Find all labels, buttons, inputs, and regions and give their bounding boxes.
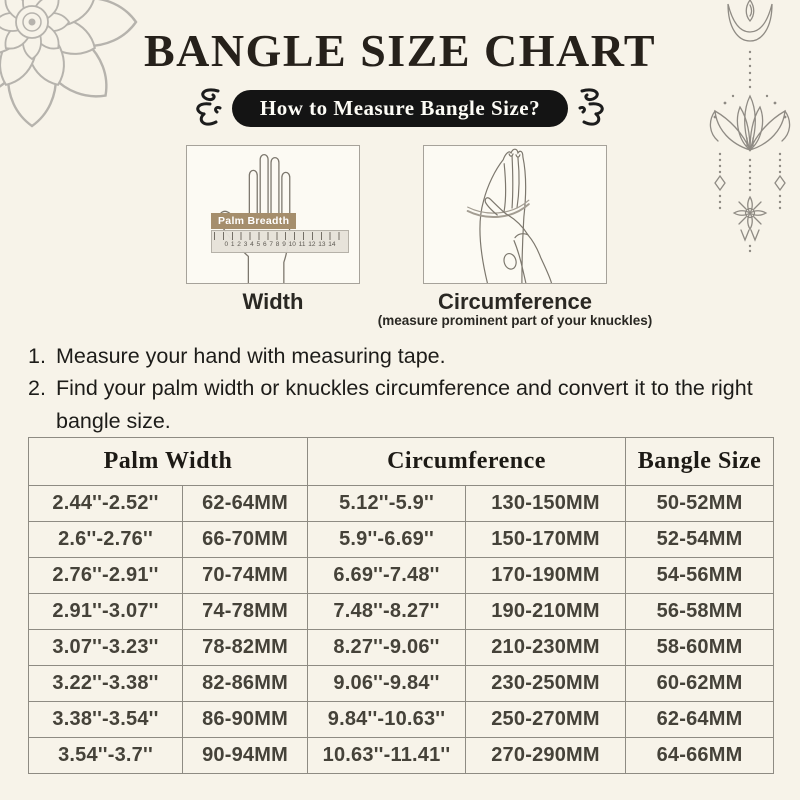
table-cell: 70-74MM bbox=[183, 558, 308, 594]
table-cell: 2.91''-3.07'' bbox=[29, 594, 183, 630]
table-row bbox=[29, 594, 774, 630]
col-header-bangle-size: Bangle Size bbox=[626, 438, 774, 486]
table-cell: 5.12''-5.9'' bbox=[308, 486, 466, 522]
table-cell: 270-290MM bbox=[466, 738, 626, 774]
table-cell: 2.6''-2.76'' bbox=[29, 522, 183, 558]
table-cell: 74-78MM bbox=[183, 594, 308, 630]
table-header-row bbox=[29, 438, 774, 486]
table-cell: 7.48''-8.27'' bbox=[308, 594, 466, 630]
instruction-text: Find your palm width or knuckles circumference and convert it to the right bangle size. bbox=[56, 376, 753, 433]
table-cell: 3.38''-3.54'' bbox=[29, 702, 183, 738]
table-cell: 62-64MM bbox=[626, 702, 774, 738]
table-cell: 54-56MM bbox=[626, 558, 774, 594]
size-chart-table bbox=[28, 437, 774, 774]
col-header-palm-width: Palm Width bbox=[29, 438, 308, 486]
circumference-hands-icon bbox=[424, 146, 606, 283]
ruler bbox=[211, 230, 349, 253]
table-cell: 56-58MM bbox=[626, 594, 774, 630]
table-cell: 130-150MM bbox=[466, 486, 626, 522]
circumference-note: (measure prominent part of your knuckles) bbox=[377, 313, 653, 328]
table-cell: 78-82MM bbox=[183, 630, 308, 666]
instruction-number: 2. bbox=[28, 376, 46, 401]
table-cell: 150-170MM bbox=[466, 522, 626, 558]
swirl-left-icon bbox=[186, 86, 222, 130]
size-chart bbox=[28, 437, 773, 774]
instruction-item-2 bbox=[28, 372, 754, 437]
table-cell: 3.07''-3.23'' bbox=[29, 630, 183, 666]
table-cell: 210-230MM bbox=[466, 630, 626, 666]
table-cell: 9.84''-10.63'' bbox=[308, 702, 466, 738]
table-cell: 3.54''-3.7'' bbox=[29, 738, 183, 774]
table-cell: 82-86MM bbox=[183, 666, 308, 702]
table-cell: 9.06''-9.84'' bbox=[308, 666, 466, 702]
table-cell: 8.27''-9.06'' bbox=[308, 630, 466, 666]
page-title: BANGLE SIZE CHART bbox=[143, 25, 657, 76]
ruler-ticks-icon bbox=[214, 232, 346, 240]
table-cell: 66-70MM bbox=[183, 522, 308, 558]
instruction-list bbox=[28, 340, 754, 437]
table-row bbox=[29, 738, 774, 774]
table-row bbox=[29, 558, 774, 594]
table-row bbox=[29, 666, 774, 702]
table-cell: 170-190MM bbox=[466, 558, 626, 594]
table-cell: 10.63''-11.41'' bbox=[308, 738, 466, 774]
badge-row bbox=[0, 86, 800, 130]
table-cell: 5.9''-6.69'' bbox=[308, 522, 466, 558]
table-cell: 60-62MM bbox=[626, 666, 774, 702]
col-header-circumference: Circumference bbox=[308, 438, 626, 486]
swirl-right-icon bbox=[578, 86, 614, 130]
table-row bbox=[29, 486, 774, 522]
circumference-caption: Circumference bbox=[437, 289, 593, 314]
width-caption: Width bbox=[242, 289, 304, 314]
table-cell: 2.76''-2.91'' bbox=[29, 558, 183, 594]
table-row bbox=[29, 630, 774, 666]
table-cell: 2.44''-2.52'' bbox=[29, 486, 183, 522]
table-cell: 250-270MM bbox=[466, 702, 626, 738]
table-cell: 58-60MM bbox=[626, 630, 774, 666]
table-cell: 3.22''-3.38'' bbox=[29, 666, 183, 702]
table-cell: 90-94MM bbox=[183, 738, 308, 774]
table-cell: 190-210MM bbox=[466, 594, 626, 630]
ruler-numbers: 0 1 2 3 4 5 6 7 8 9 10 11 12 13 14 bbox=[224, 241, 336, 248]
table-cell: 64-66MM bbox=[626, 738, 774, 774]
table-row bbox=[29, 522, 774, 558]
instruction-item-1 bbox=[28, 340, 754, 372]
circumference-illustration-box bbox=[423, 145, 607, 284]
table-cell: 50-52MM bbox=[626, 486, 774, 522]
table-cell: 86-90MM bbox=[183, 702, 308, 738]
instruction-number: 1. bbox=[28, 344, 46, 368]
width-illustration-box bbox=[186, 145, 360, 284]
table-cell: 62-64MM bbox=[183, 486, 308, 522]
table-cell: 6.69''-7.48'' bbox=[308, 558, 466, 594]
how-to-measure-badge: How to Measure Bangle Size? bbox=[232, 90, 568, 127]
instruction-text: Measure your hand with measuring tape. bbox=[56, 344, 446, 368]
palm-breadth-label: Palm Breadth bbox=[211, 213, 296, 229]
table-row bbox=[29, 702, 774, 738]
table-cell: 230-250MM bbox=[466, 666, 626, 702]
table-cell: 52-54MM bbox=[626, 522, 774, 558]
